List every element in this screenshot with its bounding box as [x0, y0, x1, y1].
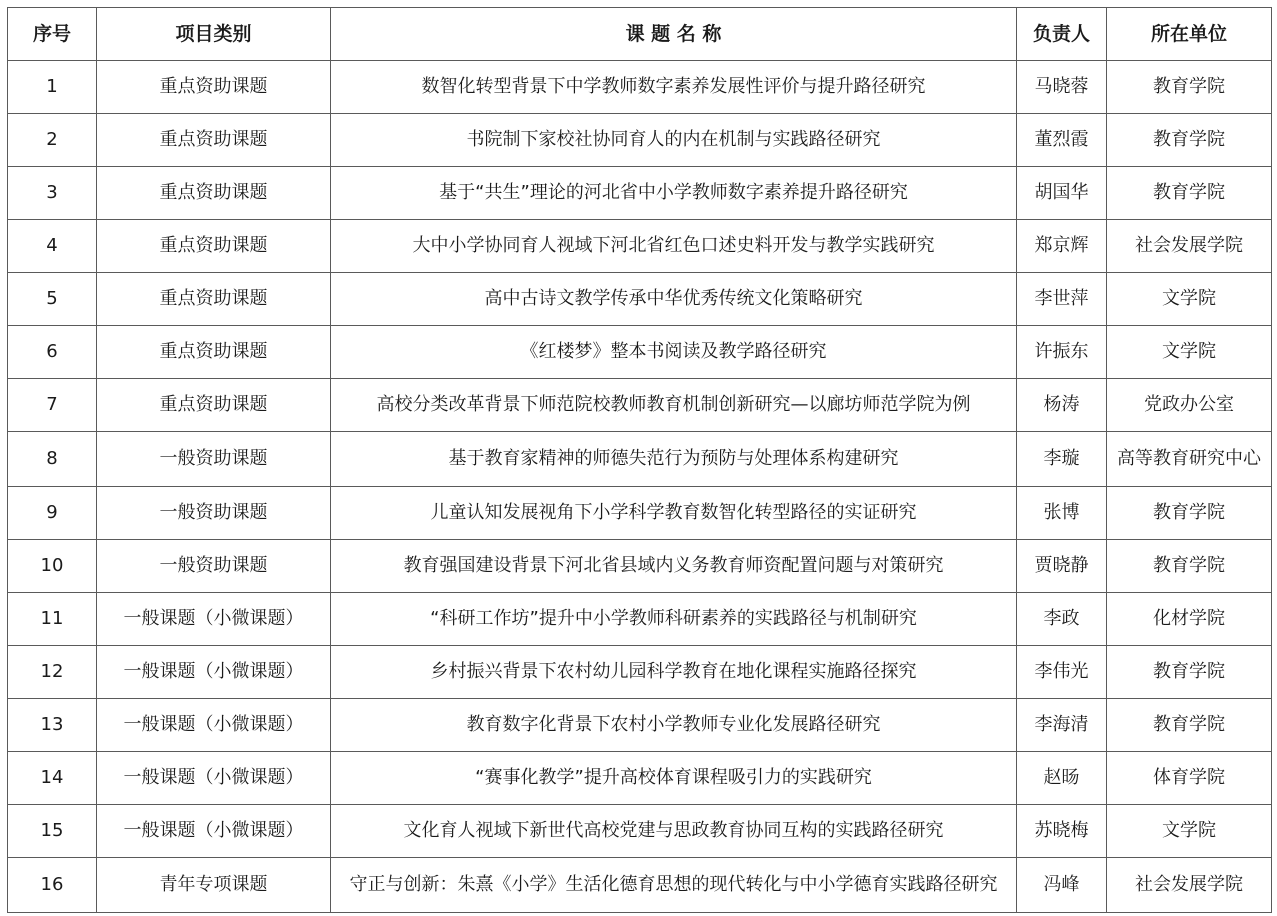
project-title: 教育强国建设背景下河北省县域内义务教育师资配置问题与对策研究 — [331, 540, 1017, 593]
project-title: 守正与创新：朱熹《小学》生活化德育思想的现代转化与中小学德育实践路径研究 — [331, 858, 1017, 913]
project-list-sheet — [7, 7, 1271, 913]
serial-number: 7 — [8, 379, 97, 432]
table-row — [8, 167, 1272, 220]
person-in-charge: 李璇 — [1017, 432, 1107, 487]
project-table — [7, 7, 1272, 913]
unit: 体育学院 — [1107, 752, 1272, 805]
person-in-charge: 赵旸 — [1017, 752, 1107, 805]
person-in-charge: 许振东 — [1017, 326, 1107, 379]
person-in-charge: 杨涛 — [1017, 379, 1107, 432]
table-row — [8, 114, 1272, 167]
project-category: 一般课题（小微课题） — [97, 805, 331, 858]
unit: 文学院 — [1107, 805, 1272, 858]
table-row — [8, 858, 1272, 913]
person-in-charge: 李伟光 — [1017, 646, 1107, 699]
project-category: 一般课题（小微课题） — [97, 699, 331, 752]
unit: 教育学院 — [1107, 61, 1272, 114]
serial-number: 10 — [8, 540, 97, 593]
person-in-charge: 李政 — [1017, 593, 1107, 646]
project-category: 重点资助课题 — [97, 114, 331, 167]
project-category: 重点资助课题 — [97, 379, 331, 432]
project-title: 书院制下家校社协同育人的内在机制与实践路径研究 — [331, 114, 1017, 167]
project-title: 数智化转型背景下中学教师数字素养发展性评价与提升路径研究 — [331, 61, 1017, 114]
person-in-charge: 李世萍 — [1017, 273, 1107, 326]
project-title: 教育数字化背景下农村小学教师专业化发展路径研究 — [331, 699, 1017, 752]
person-in-charge: 苏晓梅 — [1017, 805, 1107, 858]
project-title: “科研工作坊”提升中小学教师科研素养的实践路径与机制研究 — [331, 593, 1017, 646]
project-category: 一般资助课题 — [97, 487, 331, 540]
serial-number: 13 — [8, 699, 97, 752]
serial-number: 2 — [8, 114, 97, 167]
person-in-charge: 郑京辉 — [1017, 220, 1107, 273]
unit: 社会发展学院 — [1107, 220, 1272, 273]
unit: 文学院 — [1107, 326, 1272, 379]
serial-number: 12 — [8, 646, 97, 699]
table-row — [8, 273, 1272, 326]
project-title: 《红楼梦》整本书阅读及教学路径研究 — [331, 326, 1017, 379]
serial-number: 1 — [8, 61, 97, 114]
table-row — [8, 61, 1272, 114]
project-category: 一般课题（小微课题） — [97, 752, 331, 805]
project-title: 乡村振兴背景下农村幼儿园科学教育在地化课程实施路径探究 — [331, 646, 1017, 699]
project-title: “赛事化教学”提升高校体育课程吸引力的实践研究 — [331, 752, 1017, 805]
unit: 社会发展学院 — [1107, 858, 1272, 913]
serial-number: 8 — [8, 432, 97, 487]
project-title: 大中小学协同育人视域下河北省红色口述史料开发与教学实践研究 — [331, 220, 1017, 273]
unit: 党政办公室 — [1107, 379, 1272, 432]
project-title: 儿童认知发展视角下小学科学教育数智化转型路径的实证研究 — [331, 487, 1017, 540]
serial-number: 11 — [8, 593, 97, 646]
person-in-charge: 董烈霞 — [1017, 114, 1107, 167]
serial-number: 3 — [8, 167, 97, 220]
unit: 化材学院 — [1107, 593, 1272, 646]
header-unit: 所在单位 — [1107, 8, 1272, 61]
serial-number: 5 — [8, 273, 97, 326]
unit: 文学院 — [1107, 273, 1272, 326]
unit: 教育学院 — [1107, 487, 1272, 540]
project-category: 重点资助课题 — [97, 220, 331, 273]
project-category: 青年专项课题 — [97, 858, 331, 913]
table-row — [8, 646, 1272, 699]
serial-number: 4 — [8, 220, 97, 273]
serial-number: 6 — [8, 326, 97, 379]
unit: 高等教育研究中心 — [1107, 432, 1272, 487]
table-row — [8, 593, 1272, 646]
person-in-charge: 马晓蓉 — [1017, 61, 1107, 114]
project-title: 文化育人视域下新世代高校党建与思政教育协同互构的实践路径研究 — [331, 805, 1017, 858]
project-title: 高校分类改革背景下师范院校教师教育机制创新研究—以廊坊师范学院为例 — [331, 379, 1017, 432]
header-project-title: 课 题 名 称 — [331, 8, 1017, 61]
serial-number: 16 — [8, 858, 97, 913]
project-title: 高中古诗文教学传承中华优秀传统文化策略研究 — [331, 273, 1017, 326]
serial-number: 9 — [8, 487, 97, 540]
table-row — [8, 487, 1272, 540]
serial-number: 15 — [8, 805, 97, 858]
header-project-category: 项目类别 — [97, 8, 331, 61]
table-row — [8, 752, 1272, 805]
person-in-charge: 胡国华 — [1017, 167, 1107, 220]
unit: 教育学院 — [1107, 167, 1272, 220]
project-category: 一般课题（小微课题） — [97, 593, 331, 646]
person-in-charge: 张博 — [1017, 487, 1107, 540]
project-category: 一般资助课题 — [97, 432, 331, 487]
header-row — [8, 8, 1272, 61]
table-row — [8, 540, 1272, 593]
project-category: 一般资助课题 — [97, 540, 331, 593]
project-title: 基于教育家精神的师德失范行为预防与处理体系构建研究 — [331, 432, 1017, 487]
table-row — [8, 432, 1272, 487]
unit: 教育学院 — [1107, 646, 1272, 699]
project-category: 重点资助课题 — [97, 61, 331, 114]
header-serial-number: 序号 — [8, 8, 97, 61]
unit: 教育学院 — [1107, 699, 1272, 752]
person-in-charge: 冯峰 — [1017, 858, 1107, 913]
unit: 教育学院 — [1107, 114, 1272, 167]
serial-number: 14 — [8, 752, 97, 805]
person-in-charge: 贾晓静 — [1017, 540, 1107, 593]
table-row — [8, 220, 1272, 273]
unit: 教育学院 — [1107, 540, 1272, 593]
table-row — [8, 326, 1272, 379]
project-category: 重点资助课题 — [97, 167, 331, 220]
project-category: 一般课题（小微课题） — [97, 646, 331, 699]
project-category: 重点资助课题 — [97, 326, 331, 379]
table-row — [8, 379, 1272, 432]
project-title: 基于“共生”理论的河北省中小学教师数字素养提升路径研究 — [331, 167, 1017, 220]
header-person-in-charge: 负责人 — [1017, 8, 1107, 61]
project-category: 重点资助课题 — [97, 273, 331, 326]
table-row — [8, 699, 1272, 752]
table-row — [8, 805, 1272, 858]
person-in-charge: 李海清 — [1017, 699, 1107, 752]
